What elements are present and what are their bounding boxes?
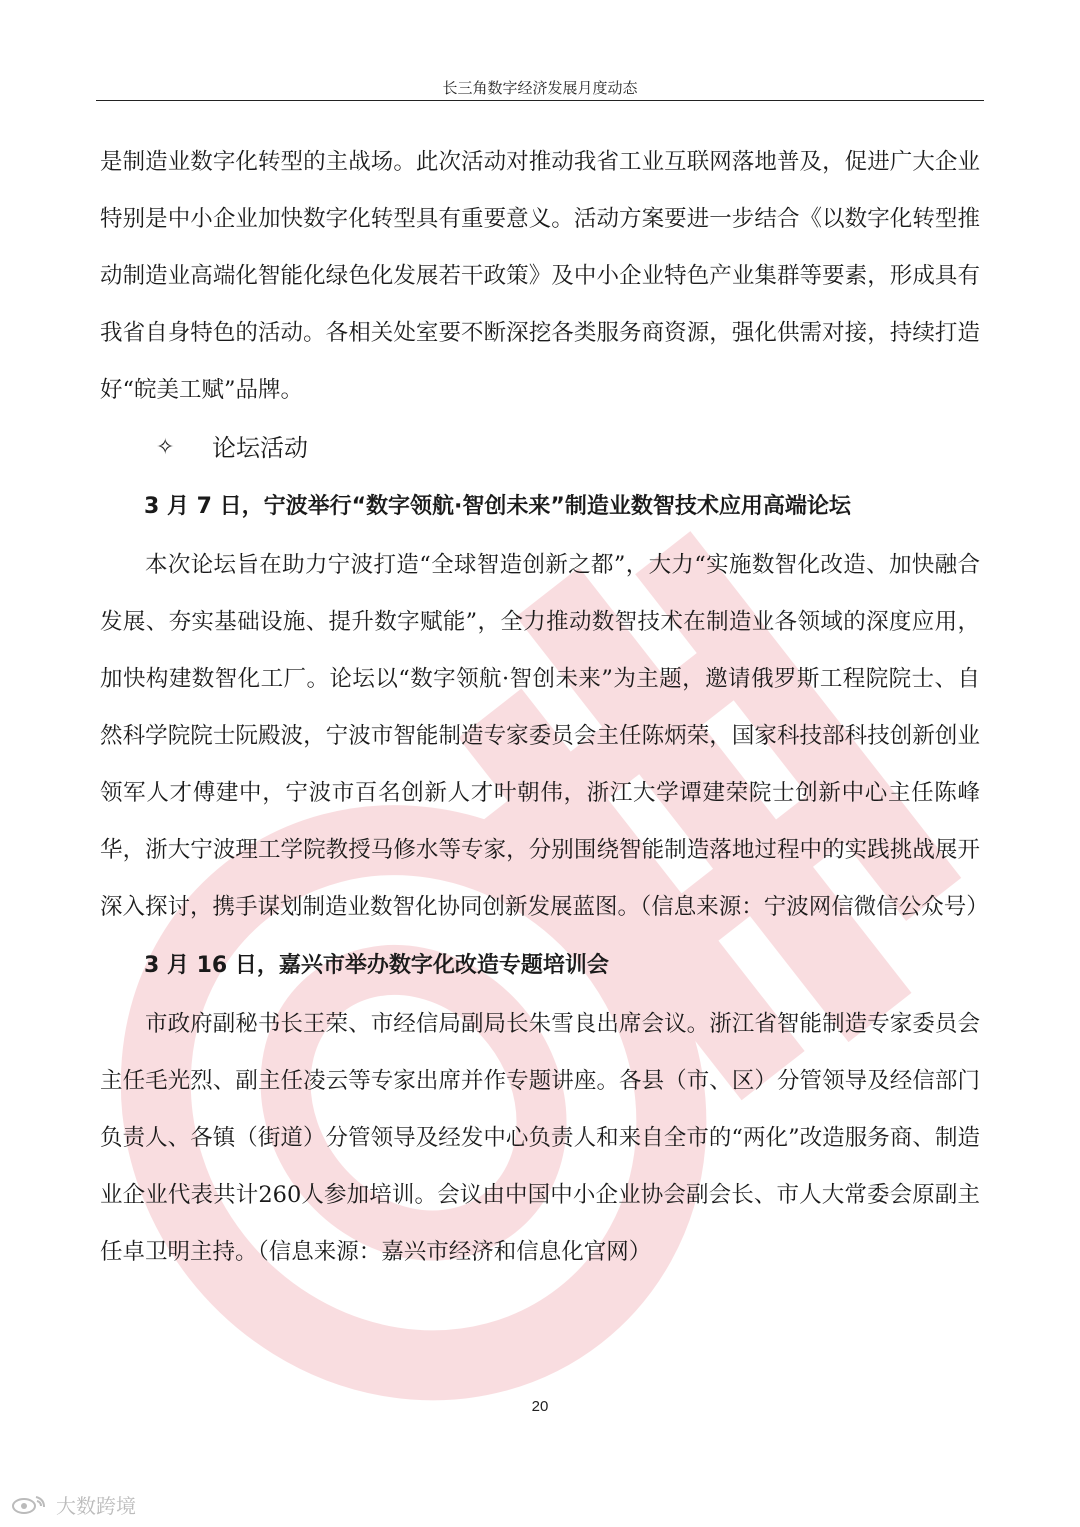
source-mark-text: 大数跨境 [56,1493,136,1518]
section-heading [100,419,980,477]
page-number: 20 [531,1398,549,1415]
page-header [96,76,984,100]
event-title: 3 月 16 日，嘉兴市举办数字化改造专题培训会 [144,953,609,978]
weibo-logo-icon [10,1493,50,1515]
header-title: 长三角数字经济发展月度动态 [442,79,638,97]
header-rule [96,100,984,101]
section-title: 论坛活动 [212,434,308,462]
diamond-bullet-icon: ✧ [156,435,175,460]
document-body [100,134,989,1281]
source-mark [10,1490,136,1518]
event-title: 3 月 7 日，宁波举行“数字领航·智创未来”制造业数智技术应用高端论坛 [144,494,851,519]
event-body: 本次论坛旨在助力宁波打造“全球智造创新之都”，大力“实施数智化改造、加快融合发展、夯实基础设施、提升数字赋能”，全力推动数智技术在制造业各领域的深度应用，加快构建数智化工厂。论坛以“数字领航·智创未来”为主题，邀请俄罗斯工程院院士、自然科学院院士阮殿波，宁波市智能制造专家委员会主任陈炳荣，国家科技部科技创新创业领军人才傅建中，宁波市百名创新人才叶朝伟，浙江大学谭建荣院士创新中心主任陈峰华，浙大宁波理工学院教授马修水等专家，分别围绕智能制造落地过程中的实践挑战展开深入探讨，携手谋划制造业数智化协同创新发展蓝图。（信息来源：宁波网信微信公众号） [100,552,989,920]
event-body: 市政府副秘书长王荣、市经信局副局长朱雪良出席会议。浙江省智能制造专家委员会主任毛光烈、副主任凌云等专家出席并作专题讲座。各县（市、区）分管领导及经信部门负责人、各镇（街道）分管领导及经发中心负责人和来自全市的“两化”改造服务商、制造业企业代表共计260人参加培训。会议由中国中小企业协会副会长、市人大常委会原副主任卓卫明主持。（信息来源：嘉兴市经济和信息化官网） [100,1011,980,1265]
paragraph: 是制造业数字化转型的主战场。此次活动对推动我省工业互联网落地普及，促进广大企业特别是中小企业加快数字化转型具有重要意义。活动方案要进一步结合《以数字化转型推动制造业高端化智能化绿色化发展若干政策》及中小企业特色产业集群等要素，形成具有我省自身特色的活动。各相关处室要不断深挖各类服务商资源，强化供需对接，持续打造好“皖美工赋”品牌。 [100,149,980,403]
